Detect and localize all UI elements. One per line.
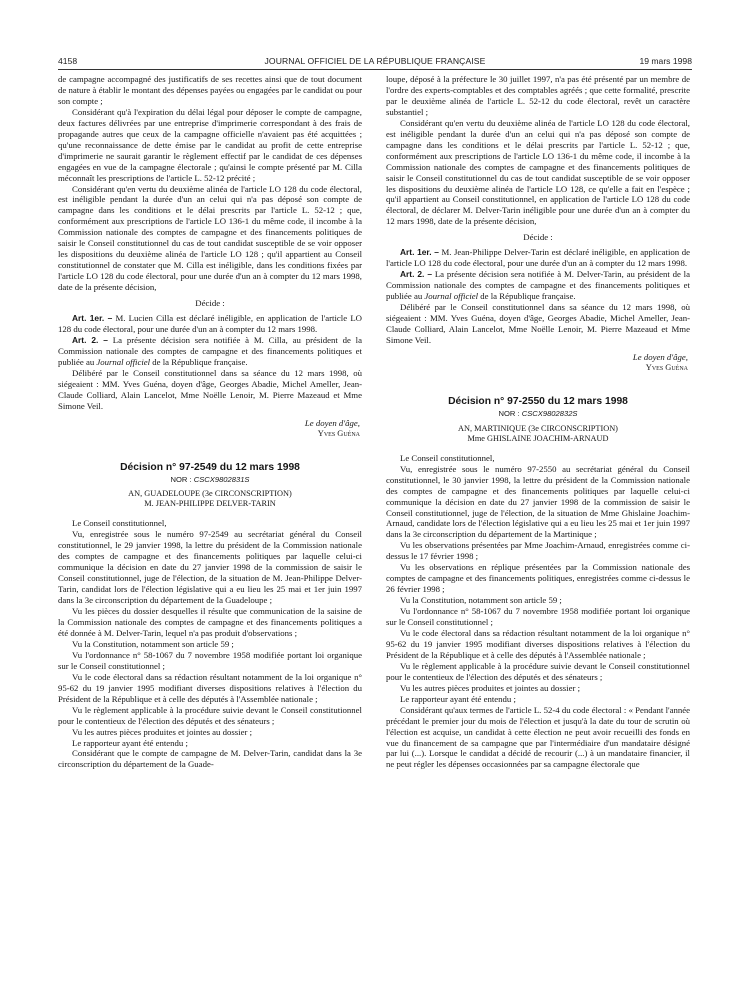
page-number: 4158 xyxy=(58,56,78,66)
paragraph: Le rapporteur ayant été entendu ; xyxy=(400,693,516,704)
paragraph: Vu l'ordonnance n° 58-1067 du 7 novembre 1958 modifiée portant loi organique sur le Conseil constitutionnel ; xyxy=(58,649,362,671)
article-label: Art. 2. – xyxy=(400,269,432,280)
header-rule xyxy=(58,69,692,70)
signature-title: Le doyen d'âge, xyxy=(304,417,360,428)
deliberation: Délibéré par le Conseil constitutionnel dans sa séance du 12 mars 1998, où siégeaient : MM. Yves Guéna, doyen d'âge, Georges Abadie, Michel Ameller, Jean-Claude Colliard, Alain Lancelot, Mme Noëlle Lenoir, M. Pierre Mazeaud et Mme Simone Veil. xyxy=(386,302,690,345)
paragraph: Vu les observations en réplique présentées par la Commission nationale des comptes de campagne et des financements politiques, enregistrées comme ci-dessus le 26 février 1998 ; xyxy=(386,562,690,595)
nor-label: NOR : xyxy=(170,474,192,484)
paragraph: Considérant qu'en vertu du deuxième alinéa de l'article LO 128 du code électoral, est inéligible pendant la durée d'un an celui qui n'a pas déposé son compte de campagne dans les conditions et le délai prescrits par l'article L. 52-12 ; que, conformément aux prescriptions de l'article LO 136-1 du même code, il incombe à la Commission nationale des comptes de campagne et des financements politiques de saisir le Conseil constitutionnel du cas de tout candidat susceptible de se voir opposer les dispositions du deuxième alinéa de l'article LO 128 ; qu'il appartient au Conseil constitutionnel de constater que M. Cilla est inéligible, dans les conditions fixées par l'article LO 128 du code électoral, pour une durée d'un an à compter du 12 mars 1998, date de la présente décision, xyxy=(58,183,362,293)
article-text: La présente décision sera notifiée à M. Cilla, au président de la Commission nationale des comptes de campagne et des financements politiques et publiée au xyxy=(58,334,362,367)
journal-title: JOURNAL OFFICIEL DE LA RÉPUBLIQUE FRANÇAISE xyxy=(264,56,486,66)
article-1 xyxy=(58,313,362,335)
article-2 xyxy=(58,335,362,368)
article-label: Art. 1er. – xyxy=(400,247,439,258)
decide-heading: Décide : xyxy=(195,298,225,309)
article-label: Art. 1er. – xyxy=(72,313,113,324)
nor-code: CSCX9802831S xyxy=(193,474,250,484)
paragraph: Vu les pièces du dossier desquelles il résulte que communication de la saisine de la Commission nationale des comptes de campagne et des financements politiques a été donnée à M. Delver-Tarin, lequel n'a pas produit d'observations ; xyxy=(58,606,362,638)
constituency: AN, GUADELOUPE (3e CIRCONSCRIPTION) xyxy=(128,489,292,499)
candidate-name: M. JEAN-PHILIPPE DELVER-TARIN xyxy=(144,499,276,509)
paragraph: Considérant qu'à l'expiration du délai légal pour déposer le compte de campagne, deux factures délivrées par une entreprise d'imprimerie correspondant à des frais de propagande autres que ceux de la campagne officielle n'avaient pas été acquittées ; qu'une reconnaissance de dette émise par le candidat au profit de cette entreprise d'imprimerie ne saurait garantir le règlement effectif par le candidat de ces dépenses engagées en vue de la campagne électorale ; qu'ainsi le compte présenté par M. Cilla méconnaît les prescriptions de l'article L. 52-12 précité ; xyxy=(58,106,362,183)
paragraph: Le Conseil constitutionnel, xyxy=(400,452,495,463)
nor-reference xyxy=(58,475,362,486)
paragraph: Le rapporteur ayant été entendu ; xyxy=(72,737,188,748)
nor-code: CSCX9802832S xyxy=(521,408,578,418)
article-text: de la République française. xyxy=(152,356,248,367)
article-text: La présente décision sera notifiée à M. Delver-Tarin, au président de la Commission nationale des comptes de campagne et des financements politiques et publiée au xyxy=(386,269,690,302)
paragraph: Vu les autres pièces produites et jointes au dossier ; xyxy=(400,682,581,693)
paragraph: Vu le règlement applicable à la procédure suivie devant le Conseil constitutionnel pour le contentieux de l'élection des députés et des sénateurs ; xyxy=(58,704,362,726)
constituency: AN, MARTINIQUE (3e CIRCONSCRIPTION) xyxy=(458,423,618,433)
paragraph: Vu, enregistrée sous le numéro 97-2550 au secrétariat général du Conseil constitutionnel, le 30 janvier 1998, la lettre du président de la Commission nationale des comptes de campagne et des financements politiques par laquelle celui-ci communique la décision en date du 27 janvier 1998 de la commission de saisir le Conseil constitutionnel, juge de l'élection, de la situation de Mme Ghislaine Joachim-Arnaud, candidate lors de l'élection législative qui a eu lieu les 25 mai et 1er juin 1997 dans la 3e circonscription du département de la Martinique ; xyxy=(386,463,690,540)
paragraph: Vu l'ordonnance n° 58-1067 du 7 novembre 1958 modifiée portant loi organique sur le Conseil constitutionnel ; xyxy=(386,606,690,628)
paragraph: Vu le code électoral dans sa rédaction résultant notamment de la loi organique n° 95-62 du 19 janvier 1995 modifiant diverses dispositions relatives à l'élection du Président de la République et à celle des députés à l'Assemblée nationale ; xyxy=(58,671,362,704)
paragraph: loupe, déposé à la préfecture le 30 juillet 1997, n'a pas été présenté par un membre de l'ordre des experts-comptables et des comptables agréés ; que cette formalité, prescrite par le deuxième alinéa de l'article L. 52-12 du code électoral, revêt un caractère substantiel ; xyxy=(386,74,690,117)
nor-label: NOR : xyxy=(498,408,520,418)
paragraph: Vu les observations présentées par Mme Joachim-Arnaud, enregistrées comme ci-dessus le 17 février 1998 ; xyxy=(386,540,690,562)
article-2 xyxy=(386,269,690,302)
journal-reference: Journal officiel xyxy=(424,291,479,302)
paragraph: Vu, enregistrée sous le numéro 97-2549 au secrétariat général du Conseil constitutionnel, le 29 janvier 1998, la lettre du président de la Commission nationale des comptes de campagne et des financements politiques par laquelle celui-ci communique la décision en date du 27 janvier 1998 de la commission de saisir le Conseil constitutionnel, juge de l'élection, de la situation de M. Jean-Philippe Delver-Tarin, candidat lors de l'élection législative qui a eu lieu les 25 mai et 1er juin 1997 dans la 3e circonscription du département de la Guadeloupe ; xyxy=(58,529,362,606)
signature-name: Yves Guéna xyxy=(645,362,688,372)
nor-reference xyxy=(386,409,690,420)
signature-title: Le doyen d'âge, xyxy=(632,351,688,362)
paragraph: Le Conseil constitutionnel, xyxy=(72,518,167,529)
article-text: de la République française. xyxy=(480,291,576,302)
decide-heading: Décide : xyxy=(523,232,553,243)
article-1 xyxy=(386,247,690,269)
paragraph: Considérant que le compte de campagne de M. Delver-Tarin, candidat dans la 3e circonscription du département de la Guade- xyxy=(58,748,362,770)
article-label: Art. 2. – xyxy=(72,334,108,345)
page-header xyxy=(58,56,692,70)
article-text: M. Lucien Cilla est déclaré inéligible, en application de l'article LO 128 du code électoral, pour une durée d'un an à compter du 12 mars 1998. xyxy=(58,313,362,334)
paragraph: Vu le code électoral dans sa rédaction résultant notamment de la loi organique n° 95-62 du 19 janvier 1995 modifiant diverses dispositions relatives à l'élection du Président de la République et à celle des députés à l'Assemblée nationale ; xyxy=(386,627,690,660)
candidate-name: Mme GHISLAINE JOACHIM-ARNAUD xyxy=(467,433,609,443)
paragraph: Vu le règlement applicable à la procédure suivie devant le Conseil constitutionnel pour le contentieux de l'élection des députés et des sénateurs ; xyxy=(386,660,690,682)
article-text: M. Jean-Philippe Delver-Tarin est déclaré inéligible, en application de l'article LO 128 du code électoral, pour une durée d'un an à compter du 12 mars 1998. xyxy=(386,247,690,269)
journal-reference: Journal officiel xyxy=(96,356,151,367)
left-column xyxy=(58,74,362,770)
paragraph: Vu la Constitution, notamment son article 59 ; xyxy=(72,638,234,649)
decision-title: Décision n° 97-2549 du 12 mars 1998 xyxy=(120,461,300,473)
paragraph: Considérant qu'en vertu du deuxième alinéa de l'article LO 128 du code électoral, est inéligible pendant la durée d'un an celui qui n'a pas déposé son compte de campagne dans les conditions et le délai prescrits par l'article L. 52-12 ; que, conformément aux prescriptions de l'article LO 136-1 du même code, il incombe à la Commission nationale des comptes de campagne et des financements politiques de saisir le Conseil constitutionnel du cas de tout candidat susceptible de se voir opposer les dispositions du deuxième alinéa de l'article LO 128, ce qu'elle a fait en l'espèce ; qu'il appartient au Conseil constitutionnel, en application de l'article LO 128 du code électoral, de déclarer M. Delver-Tarin inéligible pour une durée d'un an à compter du 12 mars 1998, date de la présente décision, xyxy=(386,117,690,227)
right-column xyxy=(386,74,690,770)
paragraph: Considérant qu'aux termes de l'article L. 52-4 du code électoral : « Pendant l'année précédant le premier jour du mois de l'élection et jusqu'à la date du tour de scrutin où l'élection est acquise, un candidat à cette élection ne peut avoir recueilli des fonds en vue du financement de sa campagne que par l'intermédiaire d'un mandataire désigné par lui (...). Lorsque le candidat a décidé de recourir (...) à un mandataire financier, il ne peut régler les dépenses occasionnées par sa campagne électorale que xyxy=(386,704,690,770)
paragraph: Vu la Constitution, notamment son article 59 ; xyxy=(400,595,562,606)
decision-title: Décision n° 97-2550 du 12 mars 1998 xyxy=(448,395,628,407)
issue-date: 19 mars 1998 xyxy=(639,56,692,66)
deliberation: Délibéré par le Conseil constitutionnel dans sa séance du 12 mars 1998, où siégeaient : MM. Yves Guéna, doyen d'âge, Georges Abadie, Michel Ameller, Jean-Claude Colliard, Alain Lancelot, Mme Noëlle Lenoir, M. Pierre Mazeaud et Mme Simone Veil. xyxy=(58,367,362,411)
paragraph: Vu les autres pièces produites et jointes au dossier ; xyxy=(72,726,253,737)
signature-name: Yves Guéna xyxy=(317,428,360,438)
paragraph: de campagne accompagné des justificatifs de ses recettes ainsi que de tout document de nature à établir le montant des dépenses payées ou engagées par le candidat ou pour son compte ; xyxy=(58,74,362,106)
